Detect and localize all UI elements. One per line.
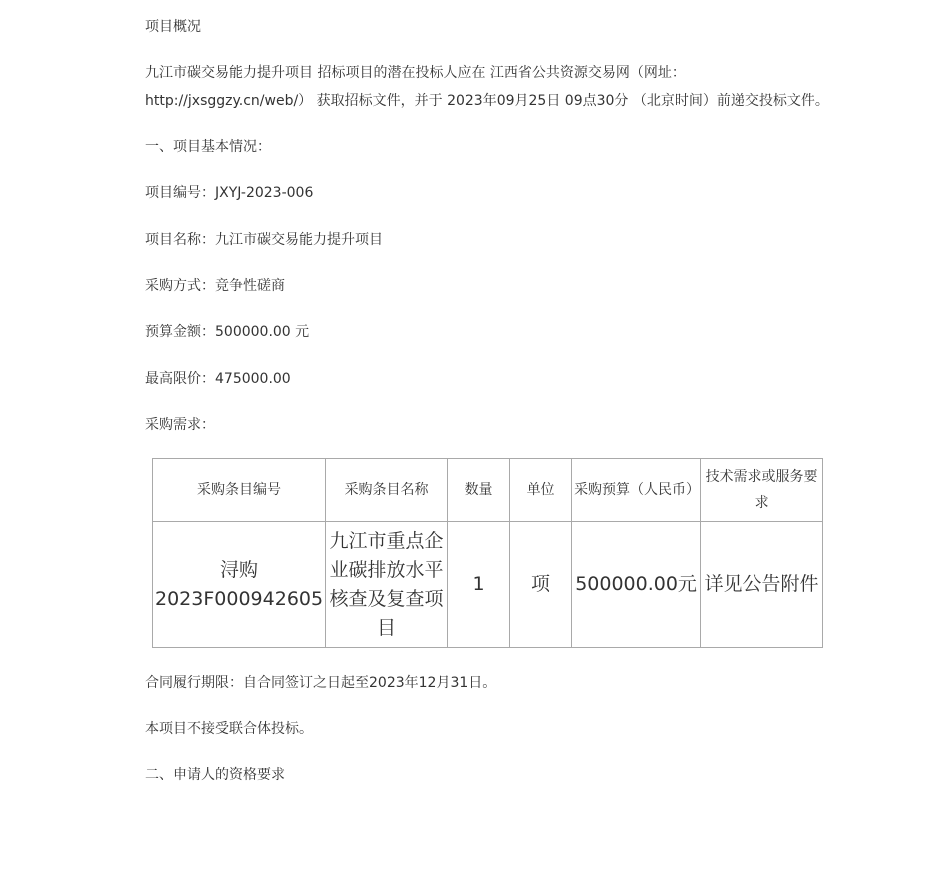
header-budget: 采购预算（人民币） [572, 459, 701, 522]
cell-item-number: 浔购2023F000942605 [153, 522, 326, 648]
project-number: 项目编号：JXYJ-2023-006 [145, 185, 314, 201]
header-item-name: 采购条目名称 [326, 459, 448, 522]
project-name: 项目名称：九江市碳交易能力提升项目 [145, 232, 383, 248]
cell-unit: 项 [510, 522, 572, 648]
requirements-heading: 采购需求： [145, 417, 215, 433]
header-requirements: 技术需求或服务要求 [701, 459, 823, 522]
budget-amount: 预算金额：500000.00 元 [145, 324, 310, 340]
basic-info-heading: 一、项目基本情况： [145, 139, 271, 155]
intro-line-2: http://jxsggzy.cn/web/） 获取招标文件，并于 2023年09月25日 09点30分 （北京时间）前递交投标文件。 [145, 93, 829, 109]
cell-budget: 500000.00元 [572, 522, 701, 648]
table-header-row [153, 459, 823, 522]
header-item-number: 采购条目编号 [153, 459, 326, 522]
overview-heading: 项目概况 [145, 19, 201, 35]
header-unit: 单位 [510, 459, 572, 522]
cell-quantity: 1 [448, 522, 510, 648]
cell-requirements: 详见公告附件 [701, 522, 823, 648]
intro-line-1: 九江市碳交易能力提升项目 招标项目的潜在投标人应在 江西省公共资源交易网（网址： [145, 65, 686, 81]
qualification-heading: 二、申请人的资格要求 [145, 767, 285, 783]
consortium-note: 本项目不接受联合体投标。 [145, 721, 313, 737]
procurement-method: 采购方式：竞争性磋商 [145, 278, 285, 294]
table-row [153, 522, 823, 648]
procurement-requirements-table [152, 458, 823, 648]
header-quantity: 数量 [448, 459, 510, 522]
max-price: 最高限价：475000.00 [145, 371, 291, 387]
contract-period: 合同履行期限：自合同签订之日起至2023年12月31日。 [145, 675, 497, 691]
cell-item-name: 九江市重点企业碳排放水平核查及复查项目 [326, 522, 448, 648]
